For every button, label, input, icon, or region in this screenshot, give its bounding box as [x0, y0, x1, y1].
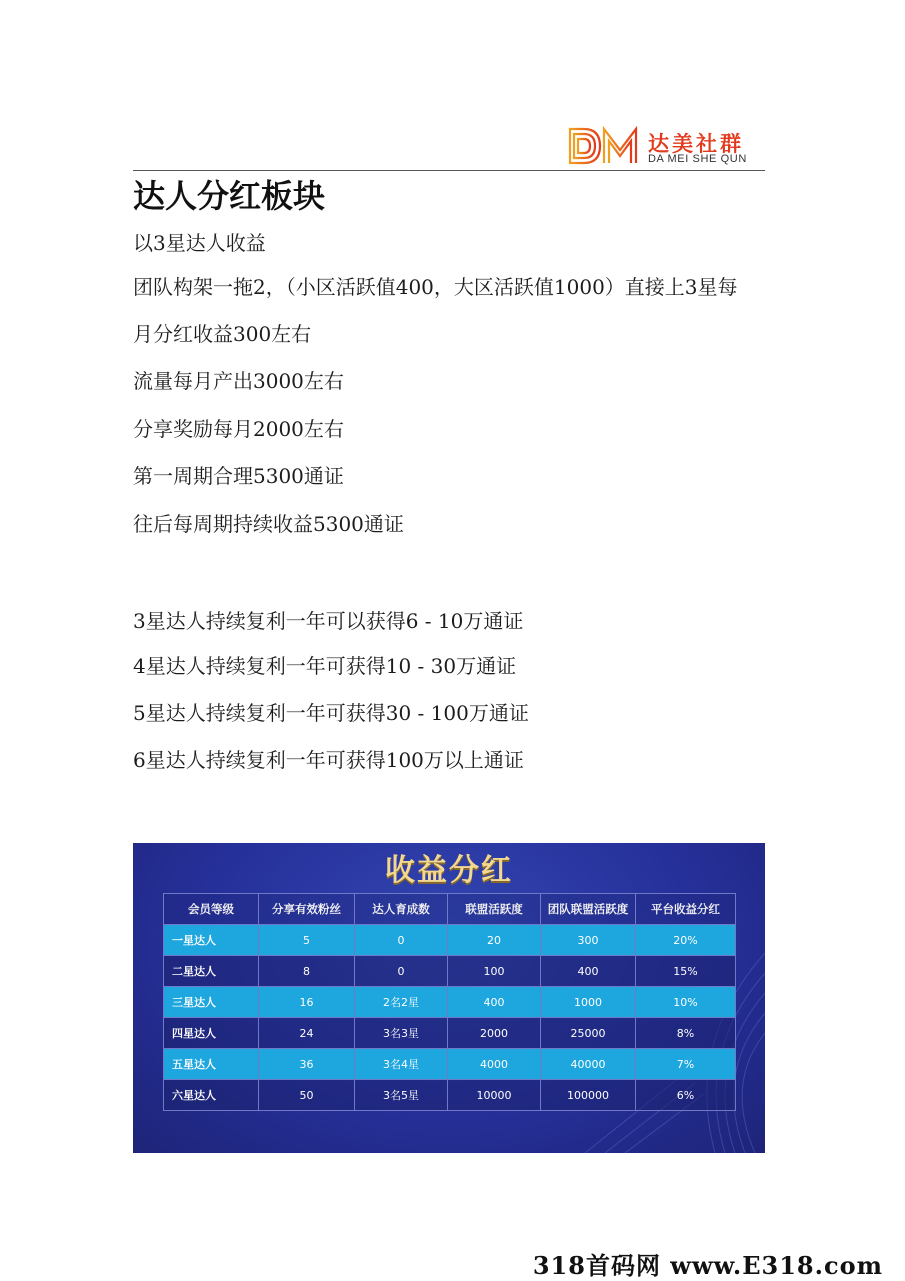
column-header: 平台收益分红 [636, 894, 736, 925]
table-cell: 一星达人 [164, 925, 259, 956]
text-line: 团队构架一拖2，（小区活跃值400，大区活跃值1000）直接上3星每 [133, 275, 738, 299]
table-cell: 400 [448, 987, 541, 1018]
table-cell: 15% [636, 956, 736, 987]
table-row [164, 987, 736, 1018]
table-cell: 5 [259, 925, 355, 956]
table-row [164, 925, 736, 956]
table-row [164, 956, 736, 987]
watermark-footer: 318首码网 www.E318.com [532, 1251, 883, 1280]
table-row [164, 1080, 736, 1111]
table-cell: 四星达人 [164, 1018, 259, 1049]
table-cell: 24 [259, 1018, 355, 1049]
column-header: 联盟活跃度 [448, 894, 541, 925]
table-cell: 300 [541, 925, 636, 956]
table-cell: 六星达人 [164, 1080, 259, 1111]
table-cell: 2名2星 [355, 987, 448, 1018]
table-cell: 4000 [448, 1049, 541, 1080]
table-cell: 100000 [541, 1080, 636, 1111]
dividend-banner [133, 843, 765, 1153]
column-header: 团队联盟活跃度 [541, 894, 636, 925]
brand-logo [568, 126, 768, 168]
table-cell: 二星达人 [164, 956, 259, 987]
page-title: 达人分红板块 [133, 177, 326, 215]
table-cell: 20 [448, 925, 541, 956]
compound-line: 3星达人持续复利一年可以获得6 - 10万通证 [133, 609, 524, 633]
table-cell: 7% [636, 1049, 736, 1080]
column-header: 达人育成数 [355, 894, 448, 925]
header-divider [133, 170, 765, 171]
table-cell: 6% [636, 1080, 736, 1111]
table-cell: 三星达人 [164, 987, 259, 1018]
table-cell: 0 [355, 925, 448, 956]
table-cell: 2000 [448, 1018, 541, 1049]
table-cell: 25000 [541, 1018, 636, 1049]
logo-name-en: DA MEI SHE QUN [648, 153, 747, 165]
text-line: 第一周期合理5300通证 [133, 464, 344, 488]
dividend-table [163, 893, 736, 1111]
table-cell: 10% [636, 987, 736, 1018]
text-line: 分享奖励每月2000左右 [133, 417, 344, 441]
table-cell: 1000 [541, 987, 636, 1018]
text-line: 以3星达人收益 [133, 231, 266, 255]
table-cell: 3名3星 [355, 1018, 448, 1049]
table-cell: 0 [355, 956, 448, 987]
table-header-row [164, 894, 736, 925]
text-line: 月分红收益300左右 [133, 322, 312, 346]
table-cell: 10000 [448, 1080, 541, 1111]
table-cell: 五星达人 [164, 1049, 259, 1080]
table-row [164, 1049, 736, 1080]
table-cell: 400 [541, 956, 636, 987]
banner-title: 收益分红 [385, 853, 513, 888]
compound-line: 5星达人持续复利一年可获得30 - 100万通证 [133, 701, 529, 725]
table-row [164, 1018, 736, 1049]
table-cell: 40000 [541, 1049, 636, 1080]
table-cell: 36 [259, 1049, 355, 1080]
table-cell: 50 [259, 1080, 355, 1111]
table-cell: 16 [259, 987, 355, 1018]
table-cell: 8 [259, 956, 355, 987]
compound-line: 6星达人持续复利一年可获得100万以上通证 [133, 748, 524, 772]
text-line: 流量每月产出3000左右 [133, 369, 344, 393]
dm-logo-mark [568, 126, 640, 166]
table-cell: 3名5星 [355, 1080, 448, 1111]
compound-line: 4星达人持续复利一年可获得10 - 30万通证 [133, 654, 517, 678]
column-header: 分享有效粉丝 [259, 894, 355, 925]
column-header: 会员等级 [164, 894, 259, 925]
table-cell: 8% [636, 1018, 736, 1049]
table-cell: 100 [448, 956, 541, 987]
text-line: 往后每周期持续收益5300通证 [133, 512, 404, 536]
logo-name-cn: 达美社群 [648, 132, 744, 156]
table-cell: 3名4星 [355, 1049, 448, 1080]
table-cell: 20% [636, 925, 736, 956]
